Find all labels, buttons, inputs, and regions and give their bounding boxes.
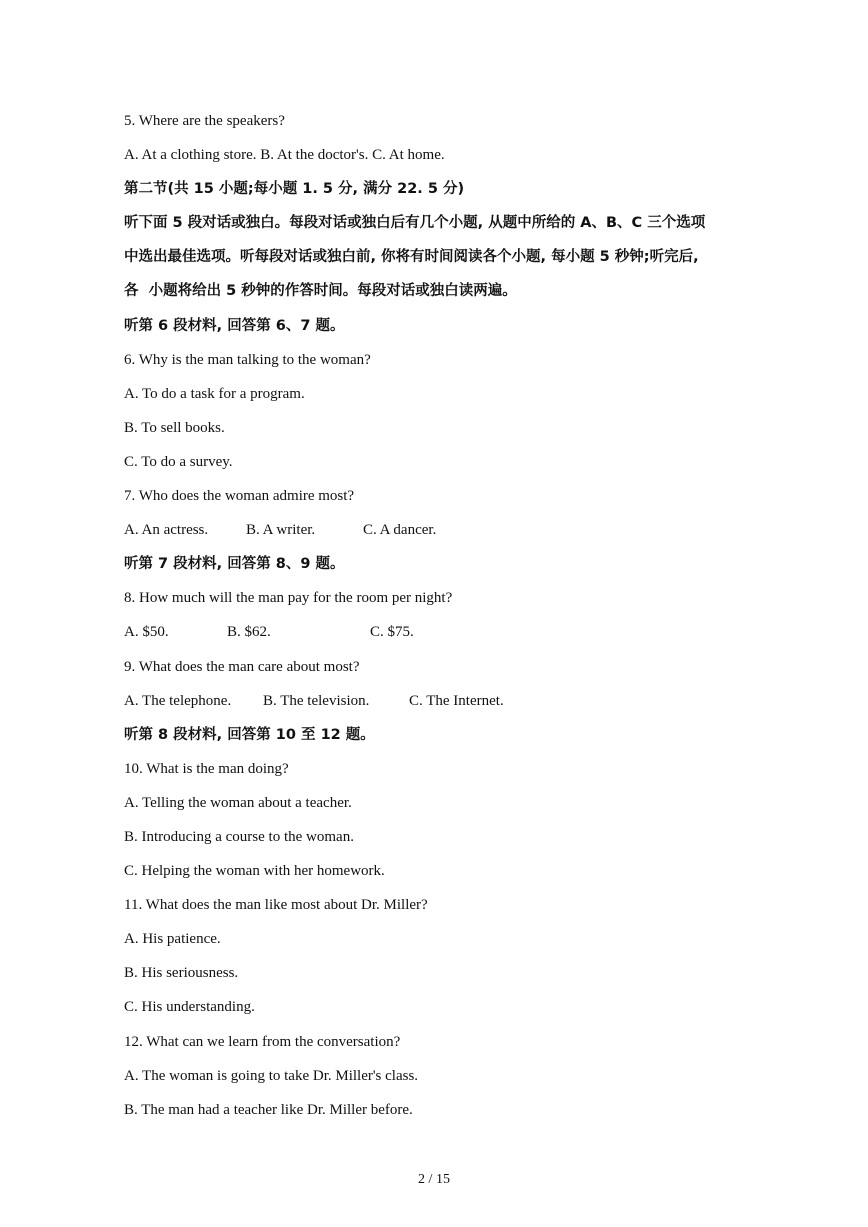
question-8-option-c: C. $75. [370, 624, 414, 641]
page-content [124, 110, 764, 1133]
instructions-line-3: 各 小题将给出 5 秒钟的作答时间。每段对话或独白读两遍。 [124, 283, 517, 300]
question-12: 12. What can we learn from the conversation? [124, 1033, 401, 1050]
page-number-footer [0, 1172, 868, 1188]
question-9-option-c: C. The Internet. [409, 692, 504, 709]
question-9-options [124, 690, 764, 724]
question-12-option-b: B. The man had a teacher like Dr. Miller before. [124, 1101, 413, 1118]
question-9: 9. What does the man care about most? [124, 658, 360, 675]
question-9-option-b: B. The television. [263, 692, 370, 709]
question-8-option-a: A. $50. [124, 624, 169, 641]
instructions-line-1: 听下面 5 段对话或独白。每段对话或独白后有几个小题, 从题中所给的 A、B、C 三个选项 [124, 215, 706, 232]
question-10-option-a: A. Telling the woman about a teacher. [124, 794, 352, 811]
question-9-option-a: A. The telephone. [124, 692, 232, 709]
question-7-option-b: B. A writer. [246, 522, 316, 539]
question-8-option-b: B. $62. [227, 624, 271, 641]
question-5-options: A. At a clothing store. B. At the doctor's. C. At home. [124, 147, 445, 164]
material-8-heading: 听第 8 段材料, 回答第 10 至 12 题。 [124, 726, 375, 743]
question-11-option-b: B. His seriousness. [124, 965, 239, 982]
question-8: 8. How much will the man pay for the room per night? [124, 590, 453, 607]
question-11: 11. What does the man like most about Dr. Miller? [124, 897, 428, 914]
question-10-option-b: B. Introducing a course to the woman. [124, 828, 354, 845]
section-2-title: 第二节(共 15 小题;每小题 1. 5 分, 满分 22. 5 分) [124, 181, 465, 198]
question-11-option-c: C. His understanding. [124, 999, 255, 1016]
page-separator: / [425, 1172, 436, 1187]
question-12-option-a: A. The woman is going to take Dr. Miller's class. [124, 1067, 419, 1084]
question-6: 6. Why is the man talking to the woman? [124, 351, 371, 368]
question-10: 10. What is the man doing? [124, 760, 289, 777]
question-7-options [124, 519, 764, 553]
total-pages: 15 [435, 1172, 450, 1187]
question-6-option-b: B. To sell books. [124, 419, 225, 436]
current-page-number: 2 [418, 1172, 426, 1187]
question-8-options [124, 621, 764, 655]
material-6-heading: 听第 6 段材料, 回答第 6、7 题。 [124, 317, 345, 334]
question-7-option-a: A. An actress. [124, 522, 209, 539]
question-11-option-a: A. His patience. [124, 931, 221, 948]
question-5: 5. Where are the speakers? [124, 113, 285, 129]
question-6-option-c: C. To do a survey. [124, 453, 233, 470]
question-6-option-a: A. To do a task for a program. [124, 385, 305, 402]
question-7: 7. Who does the woman admire most? [124, 488, 355, 505]
instructions-line-2: 中选出最佳选项。听每段对话或独白前, 你将有时间阅读各个小题, 每小题 5 秒钟;听完后, [124, 249, 699, 266]
question-7-option-c: C. A dancer. [363, 522, 437, 539]
material-7-heading: 听第 7 段材料, 回答第 8、9 题。 [124, 556, 345, 573]
question-10-option-c: C. Helping the woman with her homework. [124, 863, 385, 880]
